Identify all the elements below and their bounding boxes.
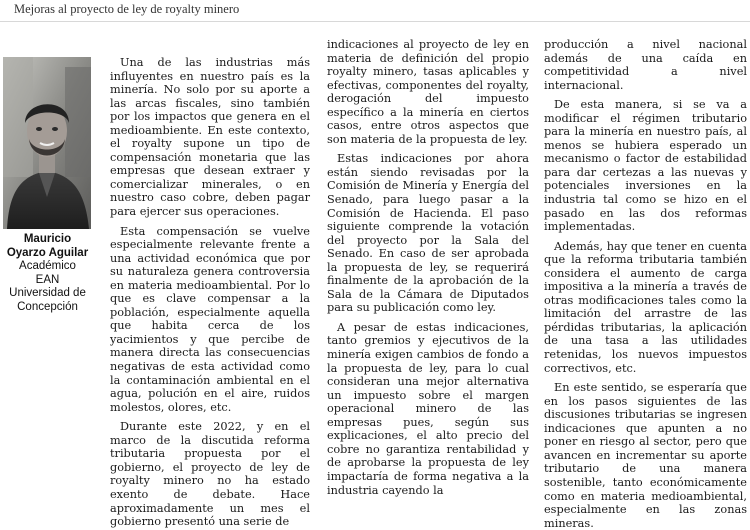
paragraph: En este sentido, se esperaría que en los pasos siguientes de las discusiones tributarias se ingresen indicaciones que apunten a no poner en riesgo al sector, pero que avancen en incrementar su aporte tributario de una manera sostenible, tanto económicamente como en materia medioambiental, especialmente en las zonas mineras. (544, 381, 747, 530)
paragraph: Además, hay que tener en cuenta que la reforma tributaria también considera el aumento de carga impositiva a la minería a través de otras modificaciones tales como la limitación del arrastre de las pérdidas tributarias, la aplicación de una tasa a las utilidades retenidas, los nuevos impuestos correctivos, etc. (544, 239, 747, 375)
author-credit (0, 233, 95, 315)
paragraph: Durante este 2022, y en el marco de la discutida reforma tributaria propuesta por el gobierno, el proyecto de ley de royalty minero no ha estado exento de debate. Hace aproximadamente un mes el gobierno presentó una serie de (110, 420, 310, 529)
paragraph: Una de las industrias más influyentes en nuestro país es la minería. No solo por su aporte a las arcas fiscales, sino también por los impactos que genera en el medioambiente. En este contexto, el royalty supone un tipo de compensación monetaria que las empresas que desean extraer y comercializar minerales, o en nuestro caso cobre, deben pagar para ejercer sus operaciones. (110, 56, 310, 219)
paragraph: indicaciones al proyecto de ley en materia de definición del propio royalty minero, tasas aplicables y efectivas, componentes del royalty, derogación del impuesto específico a la minería en ciertos casos, entre otros aspectos que son materia de la propuesta de ley. (327, 38, 529, 146)
paragraph: Estas indicaciones por ahora están siendo revisadas por la Comisión de Minería y Energía del Senado, para luego pasar a la Comisión de Hacienda. El paso siguiente comprende la votación del proyecto por la Sala del Senado. En caso de ser aprobada la propuesta de ley, se requerirá finalmente de la aprobación de la Sala de la Cámara de Diputados para su publicación como ley. (327, 152, 529, 315)
paragraph: Esta compensación se vuelve especialmente relevante frente a una actividad económica que por su naturaleza genera controversia en materia medioambiental. Por lo que es clave compensar a la población, especialmente aquella que habita cerca de los yacimientos y que percibe de manera directa las consecuencias negativas de esta actividad como la contaminación ambiental en el agua, polución en el aire, ruidos molestos, olores, etc. (110, 224, 310, 414)
author-university-line2: Concepción (17, 300, 78, 313)
header-divider (0, 21, 750, 22)
author-university-line1: Universidad de (9, 287, 86, 300)
article-column-3 (544, 38, 747, 530)
paragraph: De esta manera, si se va a modificar el régimen tributario para la minería en nuestro país, al menos se hubiera esperado un mecanismo o factor de estabilidad para dar certezas a las nuevas y potenciales inversiones en la industria tal como se hizo en el pasado en las dos reformas implementadas. (544, 98, 747, 234)
author-role: Académico (19, 260, 76, 273)
paragraph: producción a nivel nacional además de una caída en competitividad a nivel internacional. (544, 38, 747, 92)
article-headline: Mejoras al proyecto de ley de royalty minero (14, 2, 240, 16)
author-photo (3, 57, 91, 229)
paragraph: A pesar de estas indicaciones, tanto gremios y ejecutivos de la minería exigen cambios de fondo a la propuesta de ley, para lo cual consideran una mejor alternativa un impuesto sobre el margen operacional minero de las empresas pues, según sus explicaciones, el alto precio del cobre no garantiza rentabilidad y de aprobarse la propuesta de ley impactaría de forma negativa a la industria cayendo la (327, 320, 529, 497)
article-column-2 (327, 38, 529, 516)
author-portrait-image (3, 57, 91, 229)
author-unit: EAN (35, 273, 60, 286)
author-name-last: Oyarzo Aguilar (6, 246, 89, 259)
article-column-1 (110, 56, 310, 529)
author-name-first: Mauricio (23, 233, 72, 245)
